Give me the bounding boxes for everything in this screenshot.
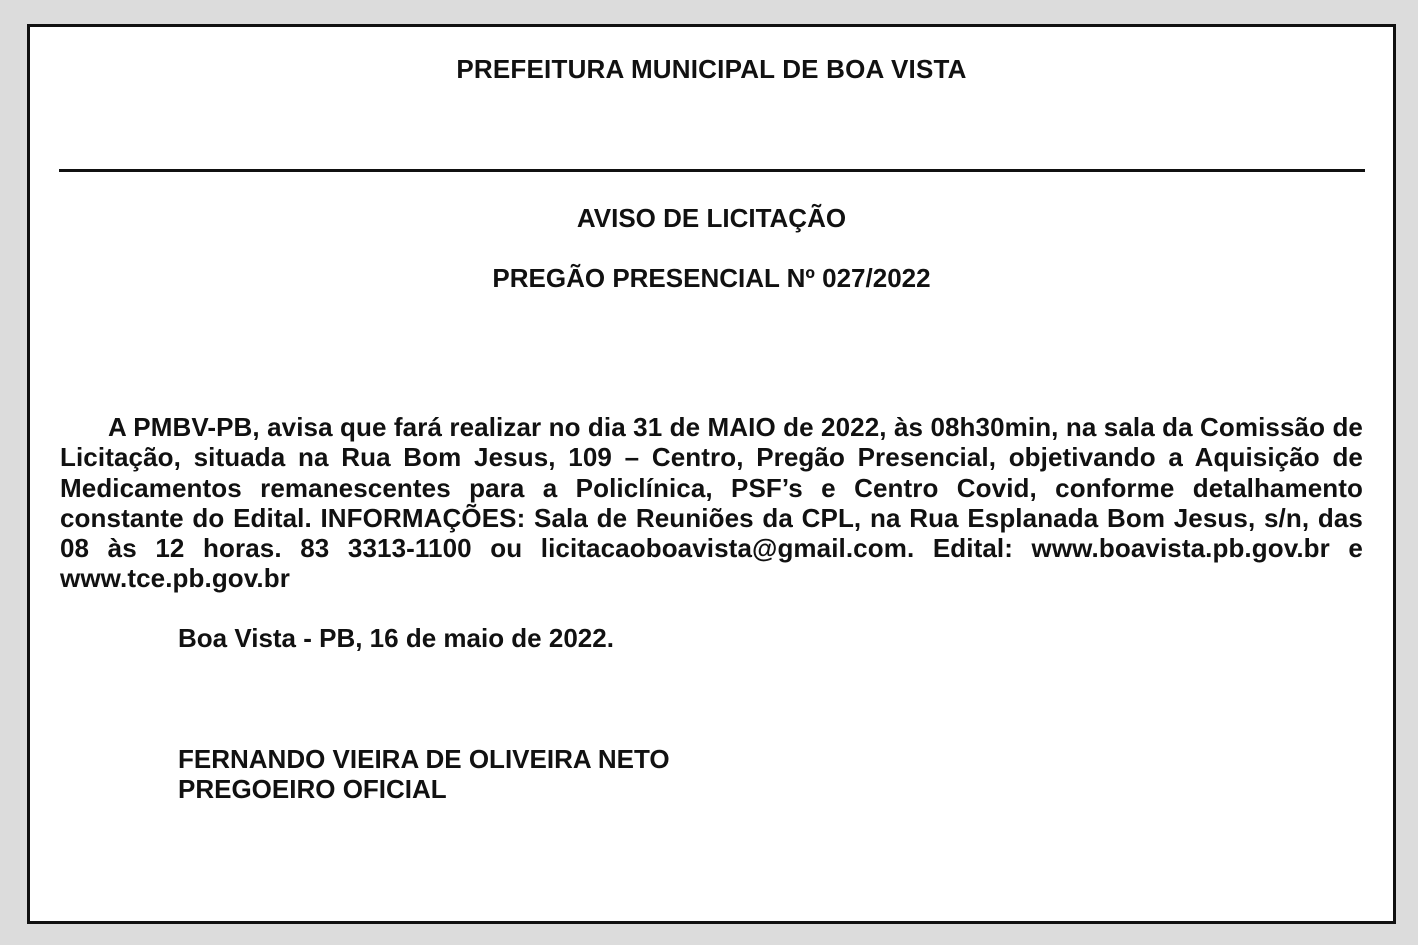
notice-body: A PMBV-PB, avisa que fará realizar no dia 31 de MAIO de 2022, às 08h30min, na sala da Comissão de Licitação, situada na Rua Bom Jesus, 109 – Centro, Pregão Presencial, objetivando a Aquisição de Medicamentos remanescentes para a Policlínica, PSF’s e Centro Covid, conforme detalhamento constante do Edital. INFORMAÇÕES: Sala de Reuniões da CPL, na Rua Esplanada Bom Jesus, s/n, das 08 às 12 horas. 83 3313-1100 ou licitacaoboavista@gmail.com. Edital: www.boavista.pb.gov.br e www.tce.pb.gov.br — [60, 412, 1363, 594]
date-line: Boa Vista - PB, 16 de maio de 2022. — [178, 623, 614, 653]
divider — [59, 169, 1365, 172]
notice-panel — [27, 24, 1396, 924]
signer-name: FERNANDO VIEIRA DE OLIVEIRA NETO — [178, 744, 670, 774]
notice-title: AVISO DE LICITAÇÃO — [576, 203, 847, 233]
page-title: PREFEITURA MUNICIPAL DE BOA VISTA — [456, 54, 967, 84]
notice-subtitle: PREGÃO PRESENCIAL Nº 027/2022 — [492, 263, 931, 293]
signer-role: PREGOEIRO OFICIAL — [178, 774, 447, 804]
